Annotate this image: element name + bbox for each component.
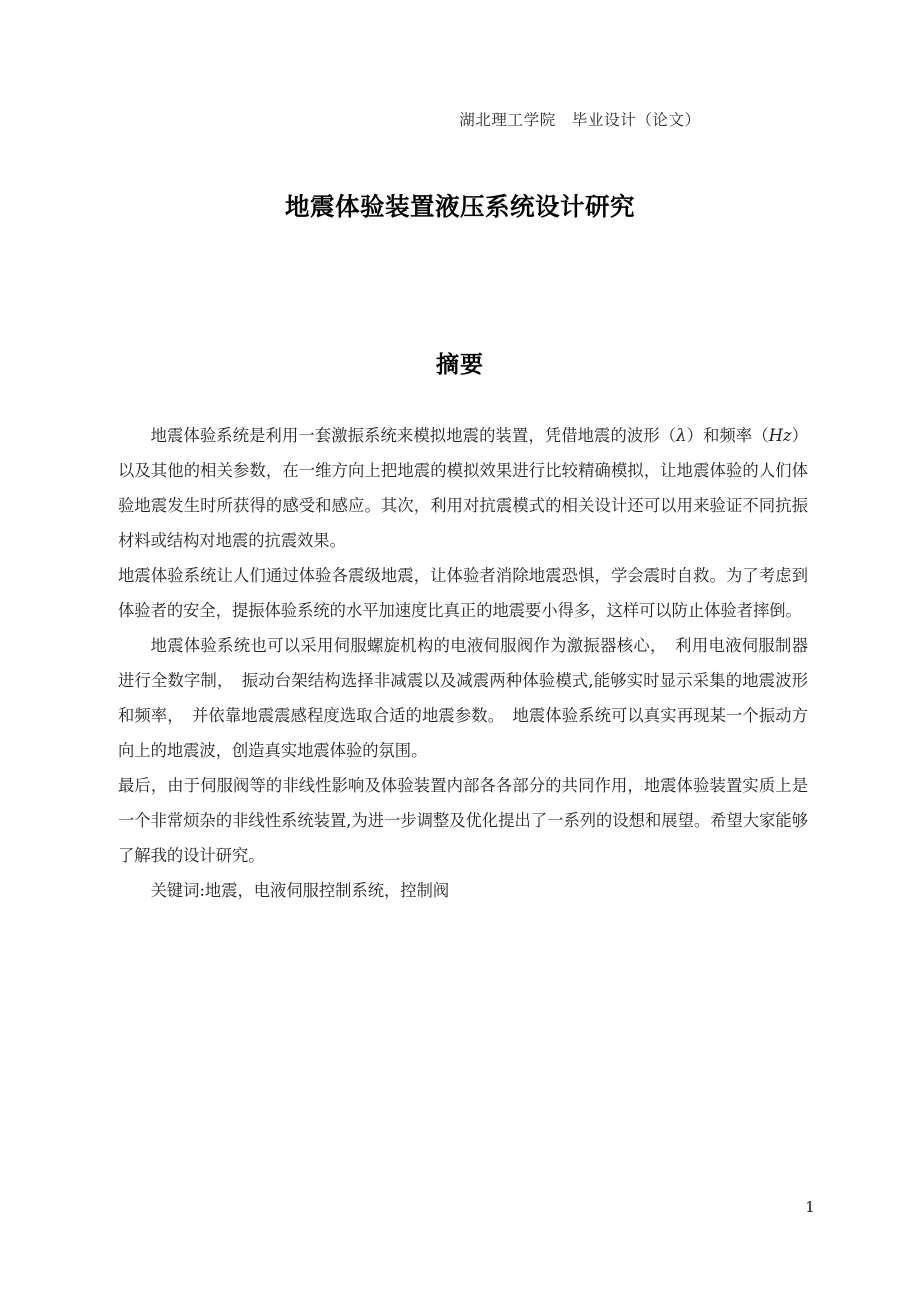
abstract-paragraph bbox=[118, 558, 808, 628]
text-run: ）和频率（ bbox=[686, 426, 769, 445]
abstract-paragraph bbox=[118, 628, 808, 768]
text-run: ）以及其他的相关参数，在一维方向上把地震的模拟效果进行比较精确模拟，让地震体验的人们体验地震发生时所获得的感受和感应。其次，利用对抗震模式的相关设计还可以用来验证不同抗振材料或结构对地震的抗震效果。 bbox=[118, 426, 808, 550]
math-symbol: λ bbox=[676, 426, 687, 445]
abstract-body bbox=[118, 418, 808, 908]
math-symbol: Hz bbox=[768, 426, 792, 445]
abstract-paragraph bbox=[118, 768, 808, 873]
text-run: 地震体验系统让人们通过体验各震级地震，让体验者消除地震恐惧，学会震时自救。为了考虑到体验者的安全，提振体验系统的水平加速度比真正的地震要小得多，这样可以防止体验者摔倒。 bbox=[118, 566, 808, 620]
text-run: 最后，由于伺服阀等的非线性影响及体验装置内部各各部分的共同作用，地震体验装置实质上是一个非常烦杂的非线性系统装置,为进一步调整及优化提出了一系列的设想和展望。希望大家能够了解我的设计研究。 bbox=[118, 776, 808, 865]
page-number-value: 1 bbox=[805, 1198, 815, 1216]
keywords-line: 关键词:地震，电液伺服控制系统，控制阀 bbox=[150, 881, 450, 900]
page-title: 地震体验装置液压系统设计研究 bbox=[285, 192, 635, 221]
text-run: 地震体验系统是利用一套激振系统来模拟地震的装置，凭借地震的波形（ bbox=[150, 426, 677, 445]
abstract-heading: 摘要 bbox=[436, 352, 484, 378]
running-header bbox=[0, 108, 920, 130]
running-header-text: 湖北理工学院 毕业设计（论文） bbox=[459, 111, 701, 129]
abstract-paragraph bbox=[118, 418, 808, 558]
paragraph-list bbox=[118, 418, 808, 873]
text-run: 地震体验系统也可以采用伺服螺旋机构的电液伺服阀作为激振器核心， 利用电液伺服制器进行全数字制， 振动台架结构选择非减震以及减震两种体验模式,能够实时显示采集的地震波形和频率， 并依靠地震震感程度选取合适的地震参数。 地震体验系统可以真实再现某一个振动方向上的地震波，创造真实地震体验的氛围。 bbox=[118, 636, 808, 760]
page-number bbox=[0, 1198, 920, 1216]
